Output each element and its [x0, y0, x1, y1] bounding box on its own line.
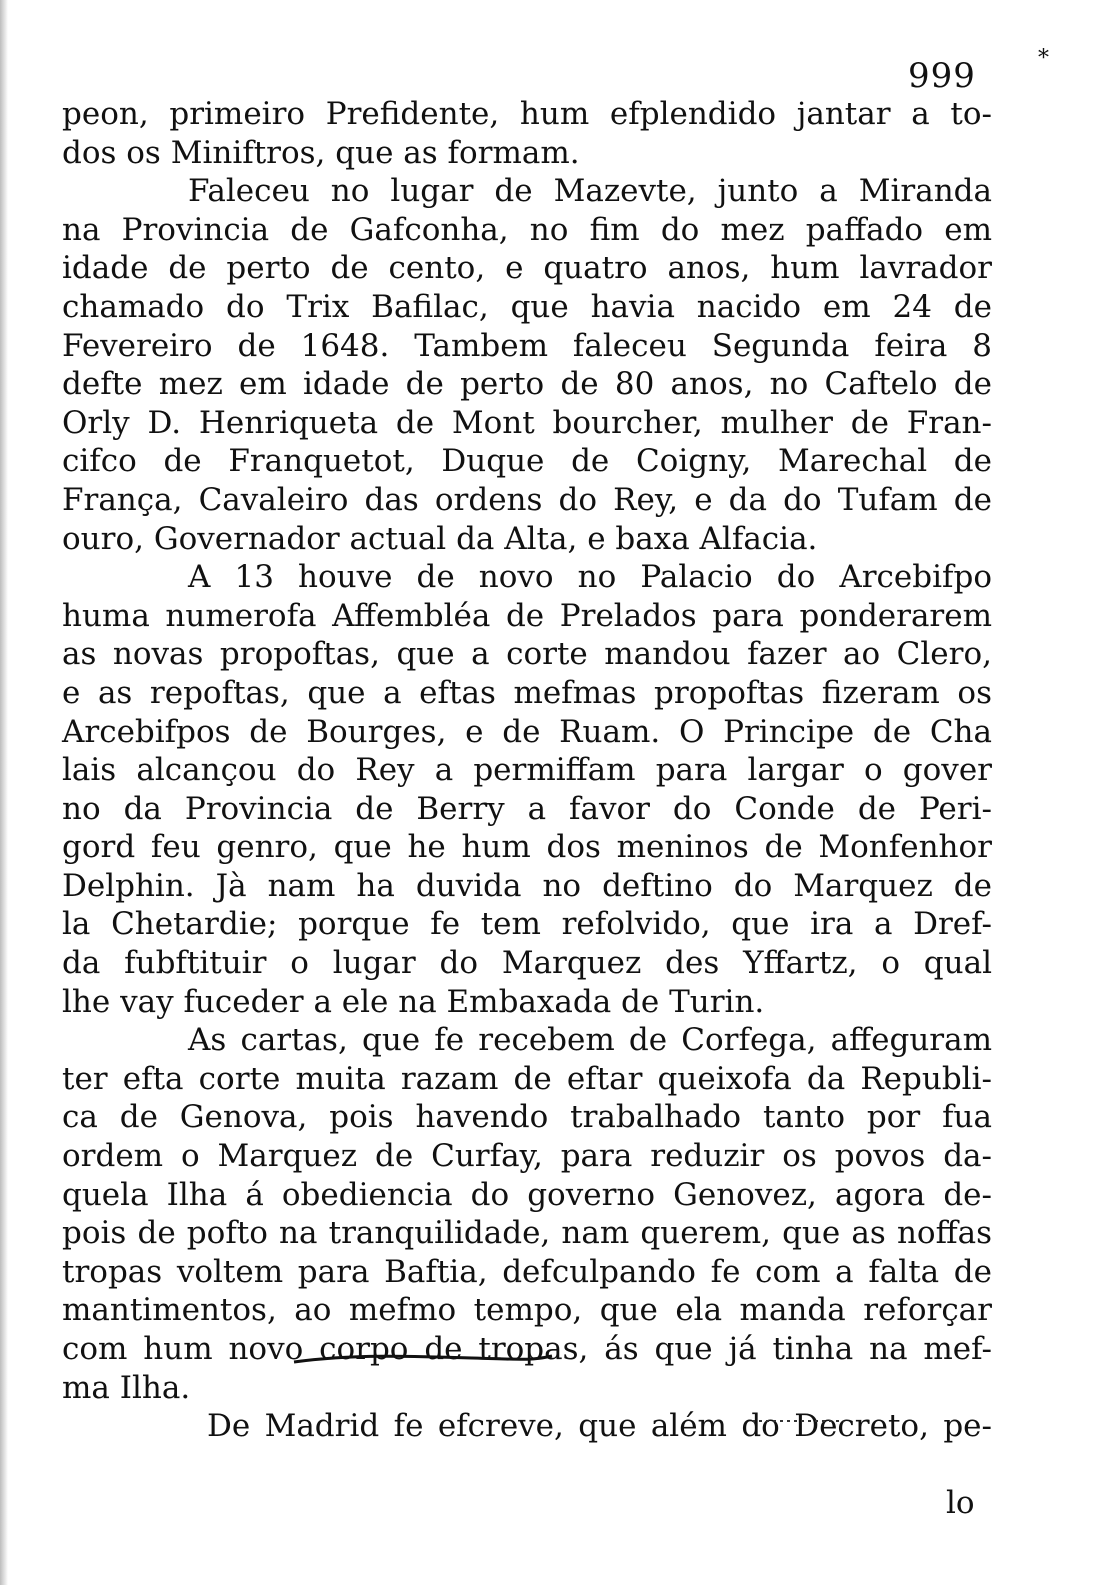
text-line: chamado do Trix Bafilac, que havia nacido em 24 de	[62, 288, 992, 325]
text-line: tropas voltem para Baftia, defculpando fe com a falta de	[62, 1253, 992, 1290]
text-line: idade de perto de cento, e quatro anos, hum lavrador	[62, 250, 992, 287]
corner-mark: *	[1038, 46, 1049, 71]
text-line: ouro, Governador actual da Alta, e baxa Alfacia.	[62, 520, 818, 557]
text-line: com hum novo corpo de tropas, ás que já tinha na mef-	[62, 1331, 992, 1367]
text-line: dos os Miniftros, que as formam.	[62, 134, 580, 171]
text-line: De Madrid fe efcreve, que além do Decreto, pe-	[207, 1408, 992, 1445]
text-line: França, Cavaleiro das ordens do Rey, e da do Tufam de	[62, 481, 992, 518]
dotted-underline-mark	[752, 1418, 844, 1424]
text-line: ter efta corte muita razam de eftar queixofa da Republi-	[62, 1060, 992, 1097]
text-line: gord feu genro, que he hum dos meninos de Monfenhor	[62, 829, 992, 866]
text-line: ca de Genova, pois havendo trabalhado tanto por fua	[62, 1099, 992, 1136]
text-line: no da Provincia de Berry a favor do Conde de Peri-	[62, 790, 992, 827]
catchword: lo	[946, 1485, 975, 1521]
text-line: e as repoftas, que a eftas mefmas propoftas fizeram os	[62, 674, 992, 711]
text-line: la Chetardie; porque fe tem refolvido, que ira a Dref-	[62, 906, 992, 943]
page-text	[62, 95, 992, 1446]
page-number: 999	[908, 56, 976, 96]
text-line: na Provincia de Gafconha, no fim do mez paffado em	[62, 211, 992, 248]
text-line: A 13 houve de novo no Palacio do Arcebifpo	[188, 559, 992, 596]
text-line: lhe vay fuceder a ele na Embaxada de Turin.	[62, 983, 765, 1020]
text-line: mantimentos, ao mefmo tempo, que ela manda reforçar	[62, 1292, 992, 1329]
scan-edge-shadow	[0, 0, 8, 1585]
text-line: huma numerofa Affembléa de Prelados para ponderarem	[62, 597, 992, 634]
text-line: Faleceu no lugar de Mazevte, junto a Miranda	[188, 173, 992, 210]
text-line: As cartas, que fe recebem de Corfega, affeguram	[188, 1022, 992, 1059]
handwritten-strike-mark	[292, 1352, 554, 1366]
text-line: Fevereiro de 1648. Tambem faleceu Segunda feira 8	[62, 327, 992, 364]
text-line: pois de pofto na tranquilidade, nam querem, que as noffas	[62, 1215, 992, 1252]
text-line: ma Ilha.	[62, 1369, 191, 1406]
text-line: peon, primeiro Prefidente, hum efplendido jantar a to-	[62, 96, 992, 132]
text-line: quela Ilha á obediencia do governo Genovez, agora de-	[62, 1176, 992, 1213]
text-line: Arcebifpos de Bourges, e de Ruam. O Principe de Cha	[62, 713, 992, 750]
text-line: da fubftituir o lugar do Marquez des Yffartz, o qual	[62, 945, 992, 982]
text-line: defte mez em idade de perto de 80 anos, no Caftelo de	[62, 366, 992, 403]
text-line: ordem o Marquez de Curfay, para reduzir os povos da-	[62, 1138, 992, 1175]
text-line: lais alcançou do Rey a permiffam para largar o gover	[62, 752, 992, 789]
text-line: as novas propoftas, que a corte mandou fazer ao Clero,	[62, 636, 992, 673]
text-line: Delphin. Jà nam ha duvida no deftino do Marquez de	[62, 867, 992, 904]
text-line: Orly D. Henriqueta de Mont bourcher, mulher de Fran-	[62, 404, 992, 441]
text-line: cifco de Franquetot, Duque de Coigny, Marechal de	[62, 443, 992, 480]
